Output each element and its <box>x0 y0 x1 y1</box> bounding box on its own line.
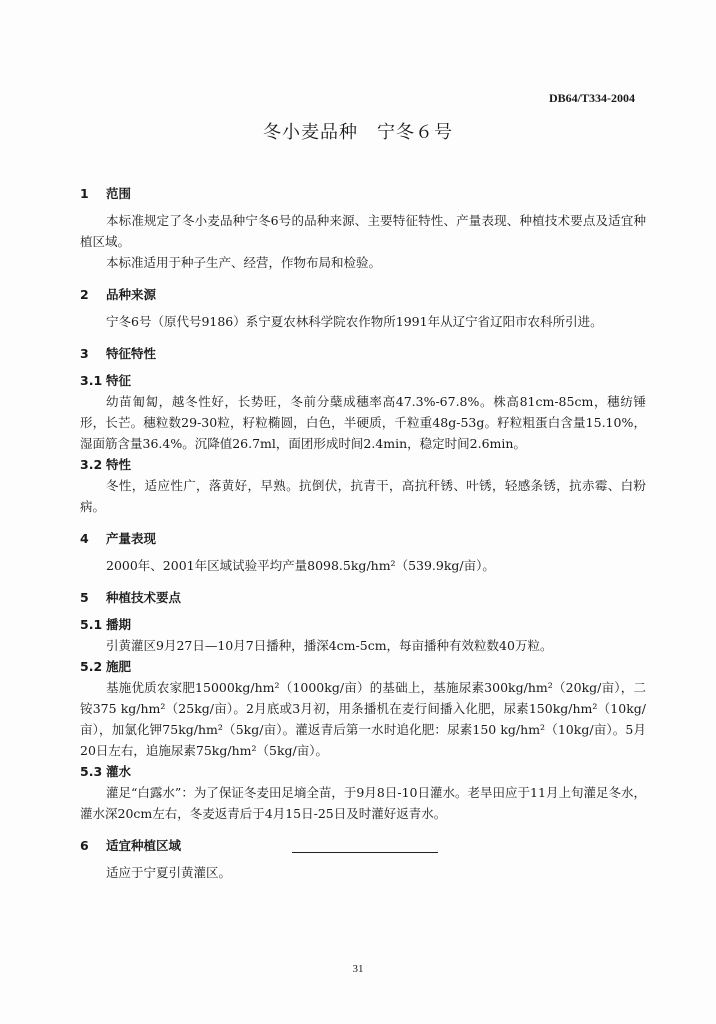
section-title: 种植技术要点 <box>106 590 182 605</box>
paragraph: 本标准规定了冬小麦品种宁冬6号的品种来源、主要特征特性、产量表现、种植技术要点及适宜种植区域。 <box>80 213 646 249</box>
document-body <box>80 178 646 883</box>
section-heading-origin <box>80 284 646 305</box>
subsection-number: 3.1 <box>80 373 103 388</box>
paragraph: 幼苗匍匐，越冬性好，长势旺，冬前分蘖成穗率高47.3%-67.8%。株高81cm-85cm，穗纺锤形，长芒。穗粒数29-30粒，籽粒椭圆，白色，半硬质，千粒重48g-53g。籽粒粗蛋白含量15.10%，湿面筋含量36.4%。沉降值26.7ml，面团形成时间2.4min，稳定时间2.6min。 <box>80 394 646 451</box>
subsection-heading-traits <box>80 454 646 475</box>
subsection-number: 3.2 <box>80 457 103 472</box>
paragraph: 冬性，适应性广，落黄好，早熟。抗倒伏，抗青干，高抗秆锈、叶锈，轻感条锈，抗赤霉、白粉病。 <box>80 478 646 514</box>
subsection-heading-features <box>80 370 646 391</box>
subsection-number: 5.2 <box>80 659 103 674</box>
paragraph: 宁冬6号（原代号9186）系宁夏农林科学院农作物所1991年从辽宁省辽阳市农科所引进。 <box>106 314 603 329</box>
section-title: 适宜种植区域 <box>106 838 182 853</box>
section-heading-yield <box>80 528 646 549</box>
section-number: 6 <box>80 838 89 853</box>
page-number: 31 <box>352 963 364 975</box>
section-heading-characteristics <box>80 343 646 364</box>
paragraph: 引黄灌区9月27日—10月7日播种，播深4cm-5cm，每亩播种有效粒数40万粒。 <box>106 638 553 653</box>
section-number: 4 <box>80 531 89 546</box>
section-number: 2 <box>80 287 89 302</box>
subsection-heading-irrigation <box>80 761 646 782</box>
subsection-heading-sowing <box>80 614 646 635</box>
paragraph: 2000年、2001年区域试验平均产量8098.5kg/hm²（539.9kg/亩）。 <box>106 558 495 573</box>
paragraph: 灌足“白露水”：为了保证冬麦田足墒全苗，于9月8日-10日灌水。老旱田应于11月上旬灌足冬水，灌水深20cm左右，冬麦返青后于4月15日-25日及时灌好返青水。 <box>80 785 646 821</box>
paragraph: 本标准适用于种子生产、经营，作物布局和检验。 <box>106 255 382 270</box>
subsection-number: 5.3 <box>80 764 103 779</box>
section-title: 产量表现 <box>106 531 157 546</box>
subsection-title: 特征 <box>106 373 132 388</box>
end-rule <box>292 852 438 853</box>
paragraph: 基施优质农家肥15000kg/hm²（1000kg/亩）的基础上，基施尿素300kg/hm²（20kg/亩），二铵375 kg/hm²（25kg/亩）。2月底或3月初，用条播机在麦行间播入化肥，尿素150kg/hm²（10kg/亩），加氯化钾75kg/hm²（5kg/亩）。灌返青后第一水时追化肥：尿素150 kg/hm²（10kg/亩）。5月20日左右，追施尿素75kg/hm²（5kg/亩）。 <box>80 680 646 758</box>
page-title: 冬小麦品种 宁冬６号 <box>263 122 453 143</box>
subsection-title: 灌水 <box>106 764 132 779</box>
subsection-title: 施肥 <box>106 659 132 674</box>
subsection-number: 5.1 <box>80 617 103 632</box>
subsection-heading-fertilizing <box>80 656 646 677</box>
section-title: 范围 <box>106 186 132 201</box>
section-number: 5 <box>80 590 89 605</box>
section-heading-scope <box>80 183 646 204</box>
section-number: 3 <box>80 346 89 361</box>
subsection-title: 特性 <box>106 457 132 472</box>
paragraph: 适应于宁夏引黄灌区。 <box>106 865 232 880</box>
section-number: 1 <box>80 186 89 201</box>
section-title: 品种来源 <box>106 287 157 302</box>
section-heading-planting <box>80 587 646 608</box>
subsection-title: 播期 <box>106 617 132 632</box>
standard-code: DB64/T334-2004 <box>548 91 635 105</box>
section-title: 特征特性 <box>106 346 157 361</box>
